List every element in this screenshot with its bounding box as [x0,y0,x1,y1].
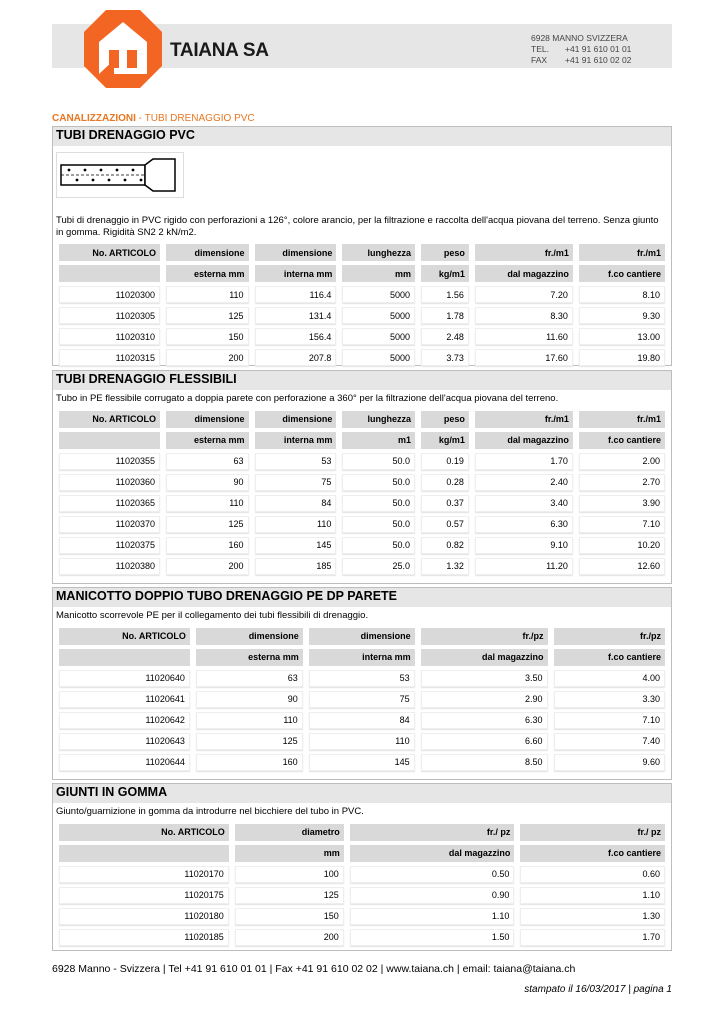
header-row [59,244,665,261]
cell: 6.30 [421,712,548,729]
company-name: TAIANA SA [170,40,269,61]
col-header: fr./ pz [350,824,515,841]
cell: 11020170 [59,866,229,883]
cell: 3.73 [421,349,469,366]
cell: 1.10 [350,908,515,925]
cell: 7.10 [554,712,665,729]
cell: 7.10 [579,516,665,533]
table-row [59,328,665,345]
cell: 0.37 [421,495,469,512]
cell: 110 [309,733,415,750]
cell: 1.78 [421,307,469,324]
breadcrumb [52,113,255,124]
col-header: dimensione [196,628,303,645]
cell: 100 [235,866,344,883]
col-header: fr./m1 [579,411,665,428]
cell: 11020305 [59,307,160,324]
cell: 0.19 [421,453,469,470]
section-title: MANICOTTO DOPPIO TUBO DRENAGGIO PE DP PARETE [53,588,671,607]
col-header: fr./pz [421,628,548,645]
table-row [59,537,665,554]
subheader-row [59,432,665,449]
breadcrumb-separator: - [135,113,145,124]
cell: 11020640 [59,670,190,687]
cell: 11020175 [59,887,229,904]
cell: 1.56 [421,286,469,303]
cell: 9.60 [554,754,665,771]
col-subheader: kg/m1 [421,265,469,282]
cell: 8.10 [579,286,665,303]
col-subheader: esterna mm [196,649,303,666]
table-row [59,733,665,750]
cell: 13.00 [579,328,665,345]
cell: 4.00 [554,670,665,687]
pvc-table [53,240,671,370]
col-subheader [59,432,160,449]
cell: 1.70 [520,929,665,946]
section-giunti-in-gomma [52,783,672,951]
cell: 11020310 [59,328,160,345]
cell: 0.28 [421,474,469,491]
table-row [59,670,665,687]
cell: 53 [309,670,415,687]
col-header: peso [421,244,469,261]
cell: 50.0 [342,495,415,512]
cell: 63 [196,670,303,687]
col-header: No. ARTICOLO [59,244,160,261]
cell: 5000 [342,307,415,324]
section-manicotto [52,587,672,780]
fax-number: +41 91 610 02 02 [565,55,632,65]
tel-label: TEL. [531,44,549,54]
cell: 3.40 [475,495,573,512]
cell: 200 [166,349,249,366]
cell: 2.90 [421,691,548,708]
cell: 90 [166,474,249,491]
section-description: Tubi di drenaggio in PVC rigido con perforazioni a 126°, colore arancio, per la filtrazione e raccolta dell'acqua piovana del terreno. Senza giunto in gomma. Rigidità SN2 2 kN/m2. [56,215,659,238]
cell: 125 [166,307,249,324]
col-subheader [59,265,160,282]
col-header: No. ARTICOLO [59,824,229,841]
header-row [59,628,665,645]
col-header: dimensione [255,411,337,428]
table-row [59,307,665,324]
cell: 0.50 [350,866,515,883]
cell: 5000 [342,328,415,345]
cell: 50.0 [342,537,415,554]
tel-number: +41 91 610 01 01 [565,44,632,54]
section-description: Tubo in PE flessibile corrugato a doppia parete con perforazione a 360° per la filtrazione dell'acqua piovana del terreno. [56,393,559,404]
pvc-pipe-image [56,152,184,198]
col-header: dimensione [309,628,415,645]
cell: 19.80 [579,349,665,366]
cell: 8.30 [475,307,573,324]
cell: 1.30 [520,908,665,925]
cell: 11020380 [59,558,160,575]
cell: 9.10 [475,537,573,554]
cell: 50.0 [342,474,415,491]
cell: 8.50 [421,754,548,771]
print-info: stampato il 16/03/2017 | pagina 1 [524,984,672,995]
cell: 84 [309,712,415,729]
table-row [59,286,665,303]
col-subheader [59,845,229,862]
section-tubi-drenaggio-pvc [52,126,672,366]
cell: 2.48 [421,328,469,345]
cell: 75 [309,691,415,708]
cell: 156.4 [255,328,337,345]
flessibili-table [53,407,671,579]
fax-label: FAX [531,55,548,65]
cell: 50.0 [342,453,415,470]
col-subheader: esterna mm [166,265,249,282]
cell: 90 [196,691,303,708]
col-subheader: interna mm [309,649,415,666]
col-subheader [59,649,190,666]
col-header: fr./m1 [579,244,665,261]
table-row [59,929,665,946]
table-row [59,495,665,512]
cell: 1.10 [520,887,665,904]
col-subheader: kg/m1 [421,432,469,449]
col-header: fr./m1 [475,411,573,428]
cell: 185 [255,558,337,575]
table-row [59,691,665,708]
cell: 0.57 [421,516,469,533]
col-header: lunghezza [342,244,415,261]
subheader-row [59,845,665,862]
col-subheader: f.co cantiere [520,845,665,862]
col-header: dimensione [255,244,337,261]
cell: 11020315 [59,349,160,366]
cell: 9.30 [579,307,665,324]
section-title: TUBI DRENAGGIO PVC [53,127,671,146]
taiana-logo-icon [84,10,162,88]
breadcrumb-page: TUBI DRENAGGIO PVC [144,113,255,124]
cell: 1.50 [350,929,515,946]
cell: 2.00 [579,453,665,470]
cell: 5000 [342,349,415,366]
cell: 125 [166,516,249,533]
cell: 6.30 [475,516,573,533]
table-row [59,866,665,883]
col-header: dimensione [166,244,249,261]
cell: 11020185 [59,929,229,946]
cell: 3.50 [421,670,548,687]
cell: 6.60 [421,733,548,750]
header-row [59,824,665,841]
cell: 125 [235,887,344,904]
subheader-row [59,265,665,282]
table-row [59,474,665,491]
cell: 25.0 [342,558,415,575]
col-subheader: dal magazzino [421,649,548,666]
cell: 125 [196,733,303,750]
pvc-pipe-drawing [57,153,183,197]
cell: 200 [166,558,249,575]
col-subheader: mm [235,845,344,862]
table-row [59,558,665,575]
footer-contact: 6928 Manno - Svizzera | Tel +41 91 610 01 01 | Fax +41 91 610 02 02 | www.taiana.ch | email: taiana@taiana.ch [52,963,576,975]
cell: 207.8 [255,349,337,366]
section-description: Manicotto scorrevole PE per il collegamento dei tubi flessibili di drenaggio. [56,610,369,621]
col-subheader: dal magazzino [475,432,573,449]
col-subheader: f.co cantiere [579,432,665,449]
col-subheader: m1 [342,432,415,449]
section-title: TUBI DRENAGGIO FLESSIBILI [53,371,671,390]
cell: 160 [196,754,303,771]
cell: 1.32 [421,558,469,575]
cell: 11020643 [59,733,190,750]
section-description: Giunto/guarnizione in gomma da introdurre nel bicchiere del tubo in PVC. [56,806,364,817]
cell: 145 [309,754,415,771]
giunti-table [53,820,671,950]
subheader-row [59,649,665,666]
cell: 75 [255,474,337,491]
table-row [59,712,665,729]
cell: 11020355 [59,453,160,470]
cell: 11020644 [59,754,190,771]
cell: 1.70 [475,453,573,470]
col-header: No. ARTICOLO [59,411,160,428]
cell: 150 [166,328,249,345]
cell: 3.30 [554,691,665,708]
cell: 131.4 [255,307,337,324]
cell: 11020370 [59,516,160,533]
col-header: fr./ pz [520,824,665,841]
table-row [59,349,665,366]
col-header: No. ARTICOLO [59,628,190,645]
col-header: fr./pz [554,628,665,645]
table-row [59,754,665,771]
cell: 11020641 [59,691,190,708]
section-tubi-drenaggio-flessibili [52,370,672,584]
table-row [59,887,665,904]
col-header: fr./m1 [475,244,573,261]
cell: 11020180 [59,908,229,925]
cell: 2.70 [579,474,665,491]
cell: 63 [166,453,249,470]
col-subheader: f.co cantiere [579,265,665,282]
col-subheader: interna mm [255,265,337,282]
cell: 145 [255,537,337,554]
cell: 7.20 [475,286,573,303]
cell: 11.60 [475,328,573,345]
section-title: GIUNTI IN GOMMA [53,784,671,803]
cell: 17.60 [475,349,573,366]
cell: 11020365 [59,495,160,512]
cell: 0.90 [350,887,515,904]
breadcrumb-category[interactable]: CANALIZZAZIONI [52,113,136,124]
cell: 53 [255,453,337,470]
col-subheader: mm [342,265,415,282]
cell: 11020300 [59,286,160,303]
col-subheader: f.co cantiere [554,649,665,666]
col-header: dimensione [166,411,249,428]
cell: 11.20 [475,558,573,575]
col-subheader: dal magazzino [350,845,515,862]
cell: 0.60 [520,866,665,883]
cell: 110 [196,712,303,729]
cell: 150 [235,908,344,925]
col-header: lunghezza [342,411,415,428]
col-subheader: dal magazzino [475,265,573,282]
cell: 110 [255,516,337,533]
table-row [59,516,665,533]
cell: 116.4 [255,286,337,303]
address-line: 6928 MANNO SVIZZERA [531,33,628,43]
cell: 160 [166,537,249,554]
manicotto-table [53,624,671,775]
cell: 110 [166,495,249,512]
col-header: diametro [235,824,344,841]
cell: 12.60 [579,558,665,575]
cell: 11020642 [59,712,190,729]
cell: 2.40 [475,474,573,491]
cell: 10.20 [579,537,665,554]
cell: 50.0 [342,516,415,533]
cell: 200 [235,929,344,946]
col-subheader: interna mm [255,432,337,449]
cell: 3.90 [579,495,665,512]
contact-block [531,33,631,66]
table-row [59,453,665,470]
col-subheader: esterna mm [166,432,249,449]
cell: 11020360 [59,474,160,491]
cell: 11020375 [59,537,160,554]
cell: 5000 [342,286,415,303]
header-row [59,411,665,428]
cell: 110 [166,286,249,303]
table-row [59,908,665,925]
cell: 84 [255,495,337,512]
cell: 0.82 [421,537,469,554]
cell: 7.40 [554,733,665,750]
col-header: peso [421,411,469,428]
